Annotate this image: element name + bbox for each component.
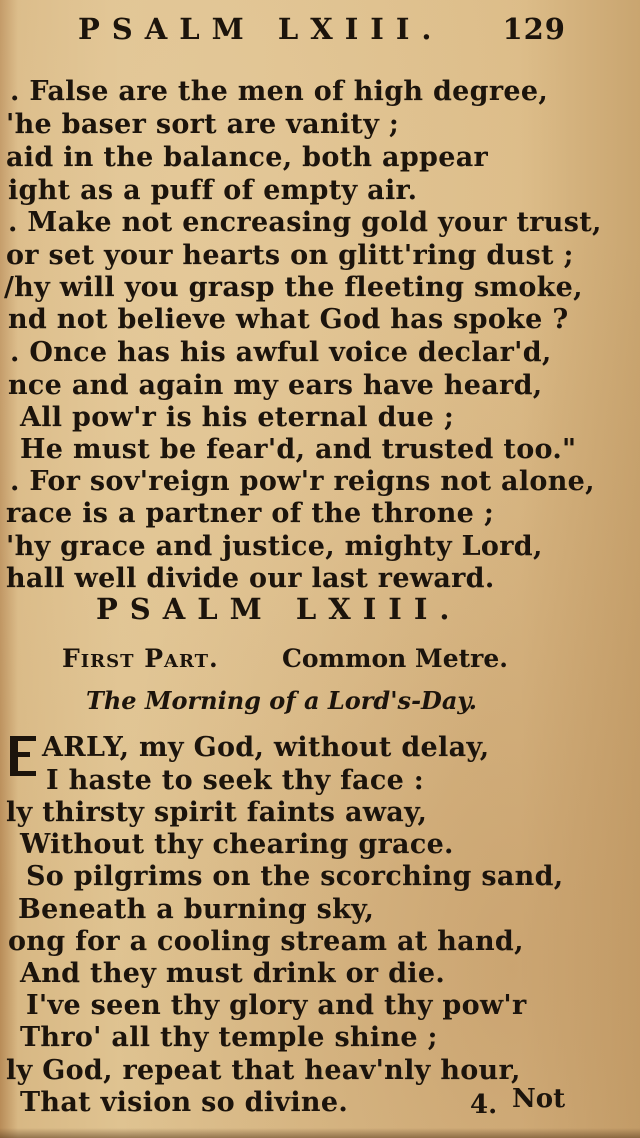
psalm-subtitle: The Morning of a Lord's-Day. — [86, 686, 477, 715]
verse-line: ly thirsty spirit faints away, — [6, 797, 428, 828]
dropcap-fragment — [6, 732, 40, 780]
verse-line: I've seen thy glory and thy pow'r — [26, 990, 527, 1021]
part-label: First Part. — [62, 644, 219, 673]
verse-line: 'hy grace and justice, mighty Lord, — [6, 531, 543, 562]
running-title: PSALM LXIII. — [78, 12, 444, 46]
verse-line: Thro' all thy temple shine ; — [20, 1022, 438, 1053]
metre-label: Common Metre. — [282, 644, 508, 673]
verse-line: . False are the men of high degree, — [10, 76, 549, 107]
verse-line: aid in the balance, both appear — [6, 142, 489, 173]
psalm-heading: PSALM LXIII. — [96, 592, 462, 626]
verse-line: Without thy chearing grace. — [20, 829, 454, 860]
verse-line: ight as a puff of empty air. — [8, 175, 418, 206]
verse-line: /hy will you grasp the fleeting smoke, — [4, 272, 583, 303]
verse-line: ong for a cooling stream at hand, — [8, 926, 524, 957]
verse-line: . Make not encreasing gold your trust, — [8, 207, 602, 238]
verse-line: All pow'r is his eternal due ; — [20, 402, 455, 433]
stanza-number: 4. — [470, 1090, 498, 1120]
page-number: 129 — [502, 12, 566, 46]
verse-line: He must be fear'd, and trusted too." — [20, 434, 577, 465]
verse-line: hall well divide our last reward. — [6, 563, 495, 594]
verse-line: nce and again my ears have heard, — [8, 370, 543, 401]
verse-line: nd not believe what God has spoke ? — [8, 304, 569, 335]
verse-line: And they must drink or die. — [20, 958, 446, 989]
verse-line: 'he baser sort are vanity ; — [6, 109, 400, 140]
verse-line: ly God, repeat that heav'nly hour, — [6, 1055, 521, 1086]
verse-line: I haste to seek thy face : — [46, 765, 425, 796]
verse-line: That vision so divine. — [20, 1087, 349, 1118]
page-bottom-edge — [0, 1128, 640, 1138]
verse-line: Beneath a burning sky, — [18, 894, 375, 925]
verse-line: So pilgrims on the scorching sand, — [26, 861, 564, 892]
verse-line: . Once has his awful voice declar'd, — [10, 337, 552, 368]
verse-line: race is a partner of the throne ; — [6, 498, 495, 529]
catchword: Not — [512, 1084, 566, 1114]
verse-line: ARLY, my God, without delay, — [42, 732, 490, 763]
verse-line: or set your hearts on glitt'ring dust ; — [6, 240, 574, 271]
verse-line: . For sov'reign pow'r reigns not alone, — [10, 466, 595, 497]
